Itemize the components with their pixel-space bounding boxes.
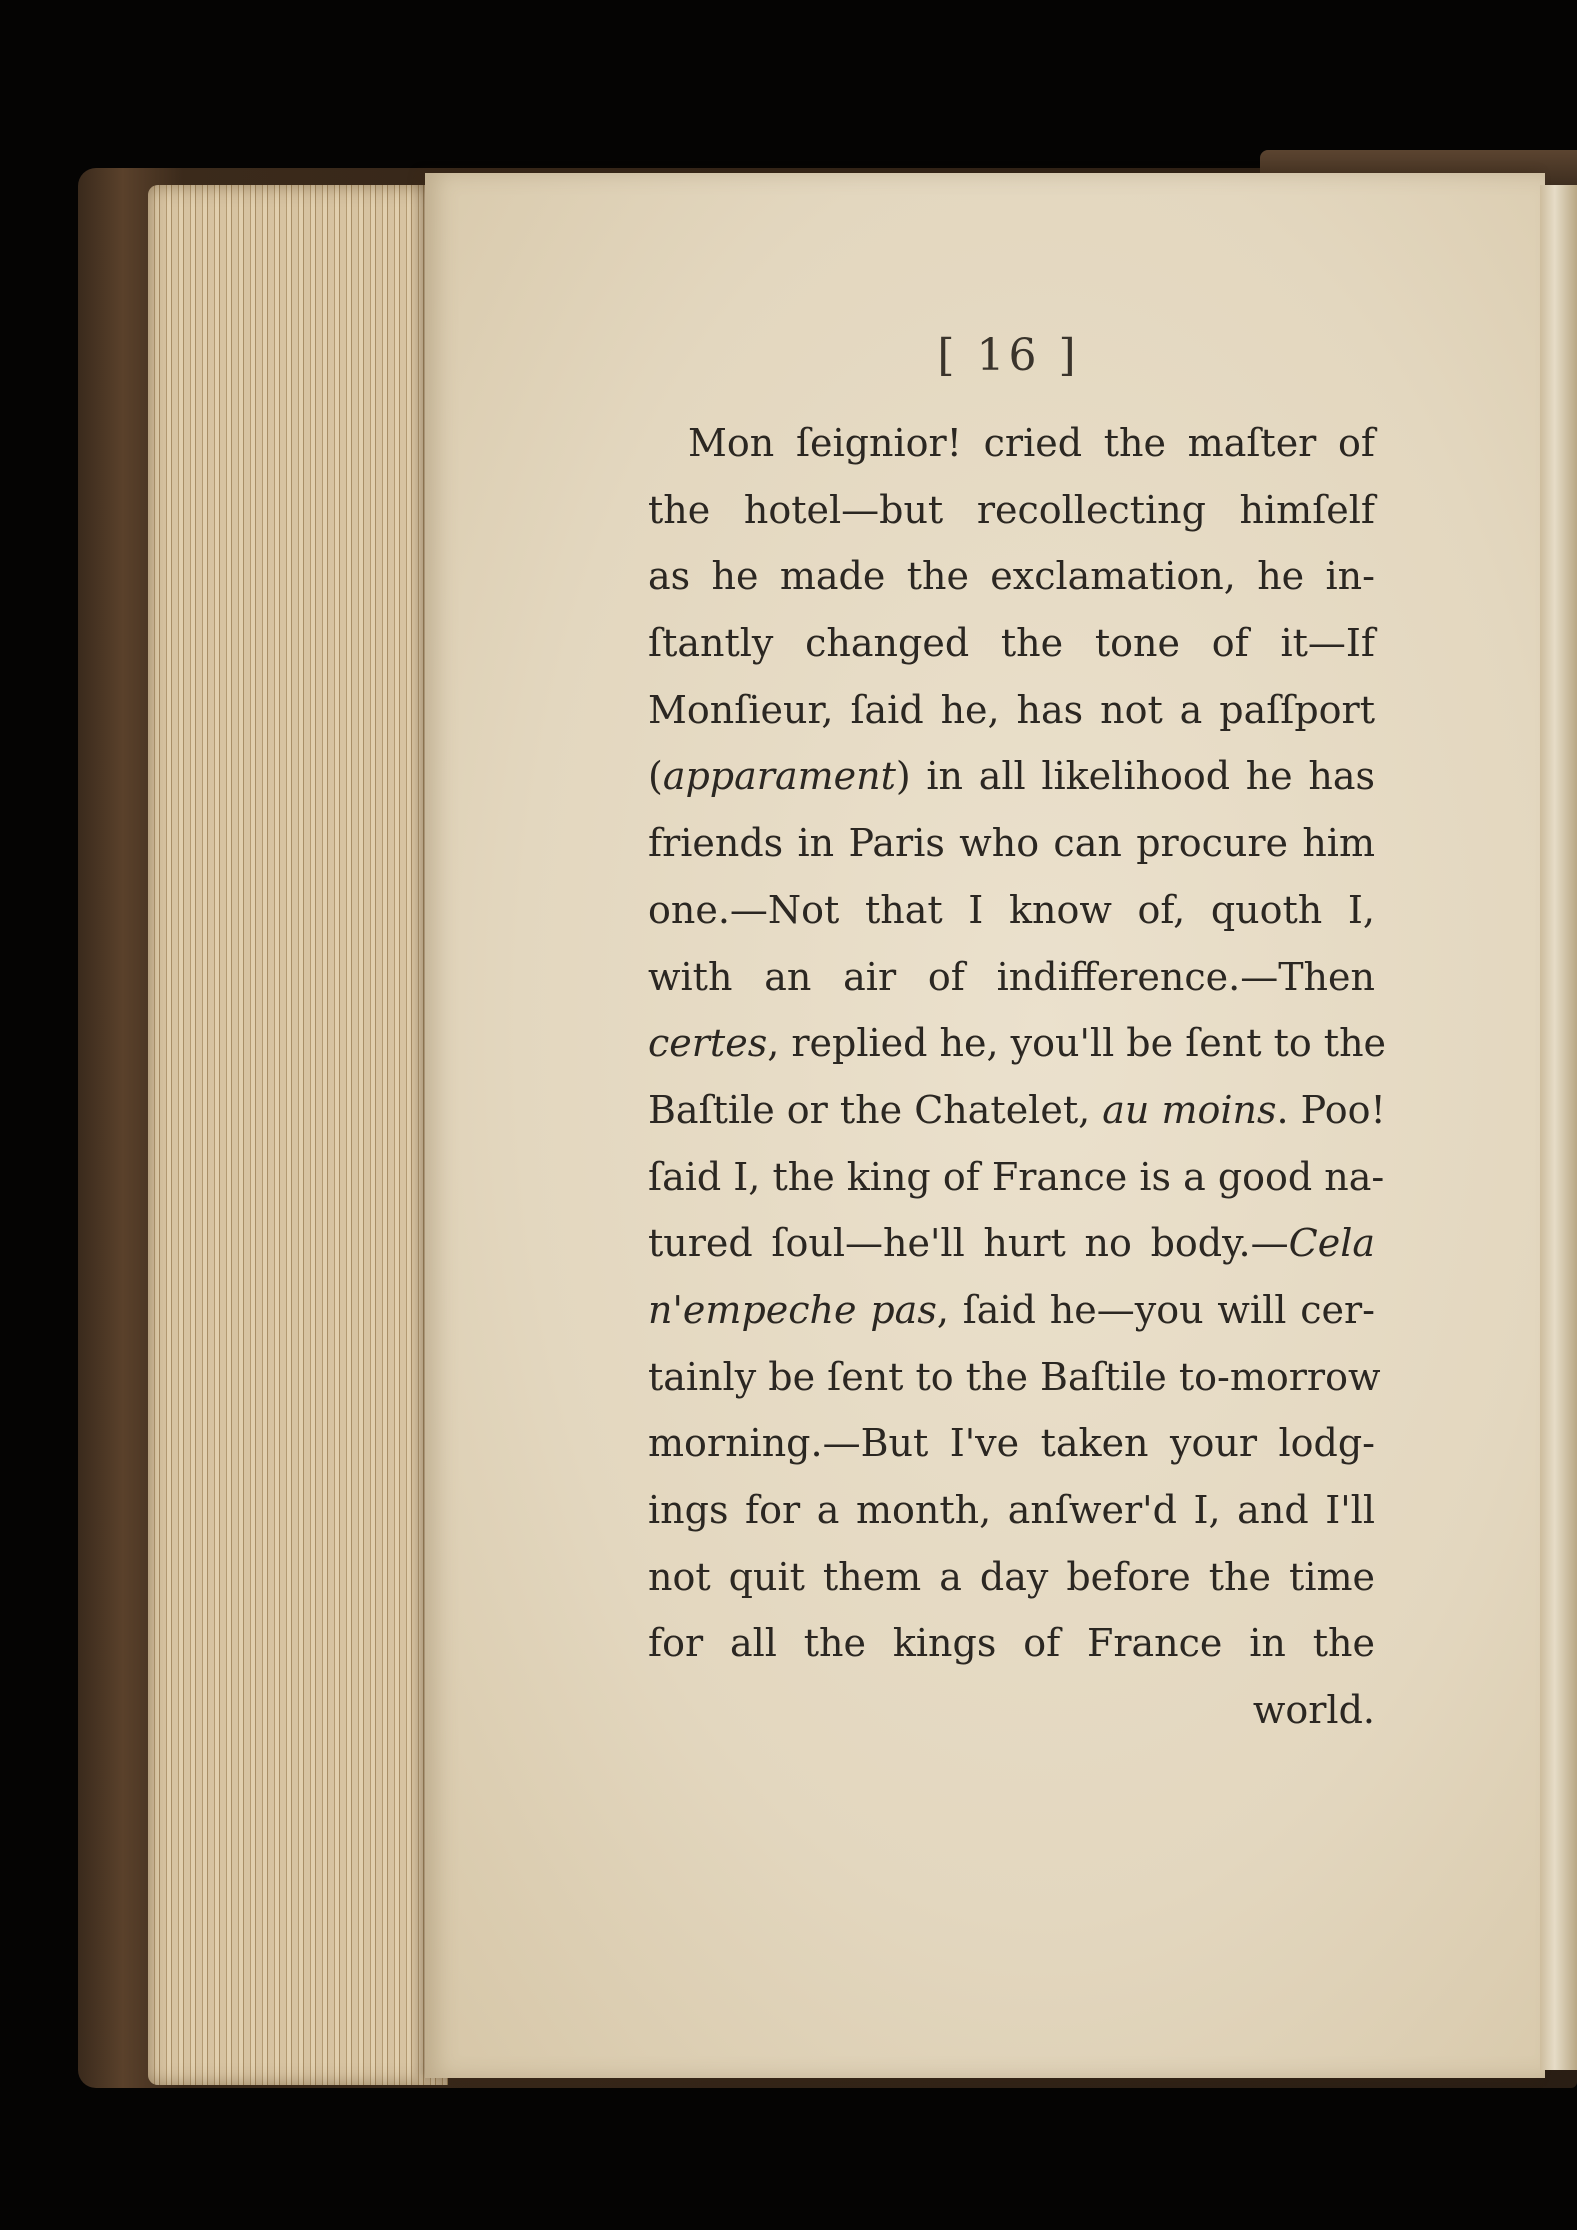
text-line: for all the kings of France in the [648,1621,1375,1666]
text-line: not quit them a day before the time [648,1554,1375,1599]
page-edges-stack [148,185,448,2085]
text-line: tured ſoul—he'll hurt no body.—Cela [648,1221,1375,1266]
text-line: the hotel—but recollecting himſelf [648,487,1375,532]
text-line: certes, replied he, you'll be ſent to the [648,1021,1387,1066]
italic-word: Cela [1288,1221,1375,1266]
text-line: (apparament) in all likelihood he has [648,754,1375,799]
italic-word: apparament [662,754,896,799]
text-line: Mon ſeignior! cried the maſter of [688,421,1375,465]
italic-word: n'empeche pas [648,1287,937,1332]
page-right-edge [1540,185,1577,2070]
text-line: tainly be ſent to the Baſtile to-morrow [648,1354,1381,1399]
italic-word: au moins [1102,1087,1277,1132]
italic-word: certes [648,1021,768,1066]
text-line: n'empeche pas, ſaid he—you will cer- [648,1287,1376,1332]
text-line: Baſtile or the Chatelet, au moins. Poo! [648,1087,1386,1132]
page-text [648,410,1387,1744]
text-line: morning.—But I've taken your lodg- [648,1421,1375,1466]
text-line: as he made the exclamation, he in- [648,554,1375,599]
text-line: world. [1252,1688,1375,1733]
text-line: ings for a month, anſwer'd I, and I'll [648,1488,1375,1532]
text-line: ſaid I, the king of France is a good na- [648,1154,1385,1199]
text-line: one.—Not that I know of, quoth I, [648,887,1375,932]
text-line: Monſieur, ſaid he, has not a paſſport [648,687,1375,732]
text-line: with an air of indifference.—Then [648,954,1375,999]
page-number: [ 16 ] [937,330,1080,381]
text-line: friends in Paris who can procure him [648,821,1375,866]
text-line: ſtantly changed the tone of it—If [648,621,1375,666]
